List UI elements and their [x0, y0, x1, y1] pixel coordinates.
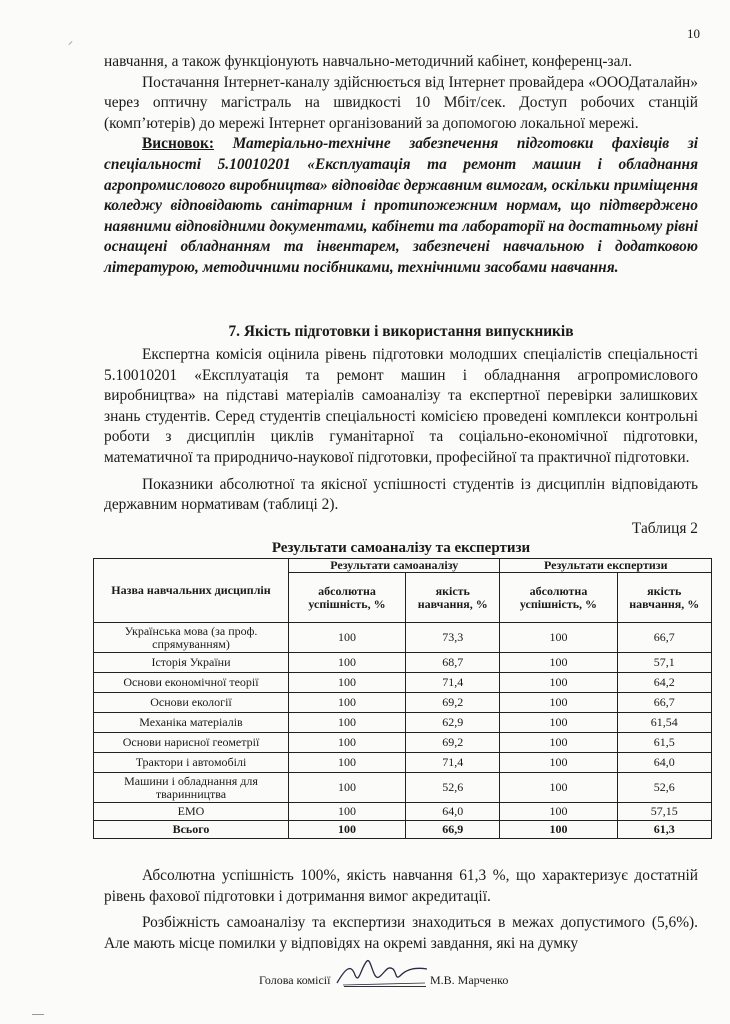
table-total-row: [94, 821, 712, 839]
cell-value: 68,7: [406, 653, 500, 673]
cell-value: 71,4: [406, 673, 500, 693]
cell-value: 100: [500, 693, 617, 713]
paragraph: Експертна комісія оцінила рівень підготовки молодших спеціалістів спеціальності 5.10010201 «Експлуатація та ремонт машин і обладнання агропромислового виробництва» на підставі матеріалів самоаналізу та експертної перевірки залишкових знань студентів. Серед студентів спеціальності комісією проведені комплекси контрольні роботи з дисциплін циклів гуманітарної та соціально-економічної підготовки, математичної та природничо-наукової підготовки, професійної та практичної підготовки.: [104, 346, 698, 466]
cell-value: 100: [289, 821, 406, 839]
margin-mark: ⸝: [68, 36, 73, 47]
paragraph: Абсолютна успішність 100%, якість навчання 61,3 %, що характеризує достатній рівень фахової підготовки і дотримання вимог акредитації.: [104, 867, 698, 905]
cell-value: 100: [500, 753, 617, 773]
table-row: [94, 773, 712, 803]
paragraph: навчання, а також функціонують навчально-методичний кабінет, конференц-зал.: [104, 53, 633, 70]
cell-value: 52,6: [617, 773, 712, 803]
header-self-abs: абсолютна успішність, %: [289, 573, 406, 623]
cell-value: 100: [289, 733, 406, 753]
cell-value: 100: [289, 623, 406, 653]
cell-value: 61,54: [617, 713, 712, 733]
cell-discipline: Основи екології: [94, 693, 289, 713]
cell-value: 100: [500, 673, 617, 693]
conclusion-paragraph: [104, 134, 698, 278]
cell-discipline: Історія України: [94, 653, 289, 673]
table-row: [94, 623, 712, 653]
cell-value: 100: [500, 803, 617, 821]
cell-discipline: Машини і обладнання для тваринництва: [94, 773, 289, 803]
cell-value: 66,9: [406, 821, 500, 839]
cell-value: 61,3: [617, 821, 712, 839]
cell-discipline: Механіка матеріалів: [94, 713, 289, 733]
table-row: [94, 713, 712, 733]
cell-discipline: Основи нарисної геометрії: [94, 733, 289, 753]
header-self-group: Результати самоаналізу: [289, 559, 500, 573]
results-table: [93, 558, 712, 839]
header-exp-group: Результати експертизи: [500, 559, 712, 573]
cell-value: 62,9: [406, 713, 500, 733]
cell-value: 64,0: [617, 753, 712, 773]
table-row: [94, 673, 712, 693]
footer-left: Голова комісії: [259, 973, 331, 987]
paragraph: Розбіжність самоаналізу та експертизи знаходиться в межах допустимого (5,6%). Але мають місце помилки у відповідях на окремі завдання, які на думку: [104, 914, 698, 952]
page-number: 10: [687, 26, 700, 41]
cell-discipline: ЕМО: [94, 803, 289, 821]
cell-total-label: Всього: [94, 821, 289, 839]
table-row: [94, 803, 712, 821]
cell-value: 66,7: [617, 623, 712, 653]
cell-value: 64,2: [617, 673, 712, 693]
cell-value: 69,2: [406, 693, 500, 713]
cell-discipline: Трактори і автомобілі: [94, 753, 289, 773]
table-row: [94, 693, 712, 713]
cell-value: 100: [500, 653, 617, 673]
footer-right: М.В. Марченко: [430, 973, 509, 987]
cell-value: 57,1: [617, 653, 712, 673]
cell-value: 61,5: [617, 733, 712, 753]
cell-discipline: Українська мова (за проф. спрямуванням): [94, 623, 289, 653]
cell-value: 100: [289, 803, 406, 821]
cell-value: 100: [289, 773, 406, 803]
body-text-bottom: [104, 866, 698, 954]
cell-value: 100: [500, 773, 617, 803]
cell-value: 100: [289, 753, 406, 773]
cell-value: 100: [289, 713, 406, 733]
cell-value: 100: [289, 653, 406, 673]
conclusion-text: Матеріально-технічне забезпечення підготовки фахівців зі спеціальності 5.10010201 «Експлуатація та ремонт машин і обладнання агропромислового виробництва» відповідає державним вимогам, оскільки приміщення коледжу відповідають санітарним і протипожежним нормам, що підтверджено наявними відповідними документами, кабінети та лабораторії на достатньому рівні оснащені обладнанням та інвентарем, забезпечені навчальною і додатковою літературою, методичними посібниками, технічними засобами навчання.: [104, 135, 698, 276]
body-text-top: [104, 52, 698, 279]
cell-value: 57,15: [617, 803, 712, 821]
signature-line: [344, 986, 426, 987]
body-text-middle: [104, 345, 698, 516]
cell-value: 71,4: [406, 753, 500, 773]
header-self-qual: якість навчання, %: [406, 573, 500, 623]
table-row: [94, 753, 712, 773]
cell-value: 52,6: [406, 773, 500, 803]
conclusion-label: Висновок:: [142, 135, 215, 153]
cell-value: 69,2: [406, 733, 500, 753]
cell-value: 64,0: [406, 803, 500, 821]
paragraph: Показники абсолютної та якісної успішності студентів із дисциплін відповідають державним нормативам (таблиці 2).: [104, 475, 698, 514]
table-number: Таблиця 2: [631, 520, 698, 537]
cell-value: 66,7: [617, 693, 712, 713]
margin-mark: —: [32, 1006, 44, 1020]
section-heading: 7. Якість підготовки і використання випускників: [228, 323, 574, 340]
table-row: [94, 733, 712, 753]
cell-value: 100: [500, 821, 617, 839]
cell-value: 100: [289, 673, 406, 693]
cell-value: 100: [500, 623, 617, 653]
header-exp-qual: якість навчання, %: [617, 573, 712, 623]
cell-value: 100: [500, 733, 617, 753]
cell-value: 100: [289, 693, 406, 713]
cell-value: 100: [500, 713, 617, 733]
header-exp-abs: абсолютна успішність, %: [500, 573, 617, 623]
table-row: [94, 653, 712, 673]
paragraph: Постачання Інтернет-каналу здійснюється від Інтернет провайдера «ОООДаталайн» через оптичну магістраль на швидкості 10 Мбіт/сек. Доступ робочих станцій (комп’ютерів) до мережі Інтернет організований за допомогою локальної мережі.: [104, 73, 698, 132]
cell-discipline: Основи економічної теорії: [94, 673, 289, 693]
cell-value: 73,3: [406, 623, 500, 653]
table-title: Результати самоаналізу та експертизи: [271, 540, 531, 556]
header-discipline: Назва навчальних дисциплін: [94, 559, 289, 623]
